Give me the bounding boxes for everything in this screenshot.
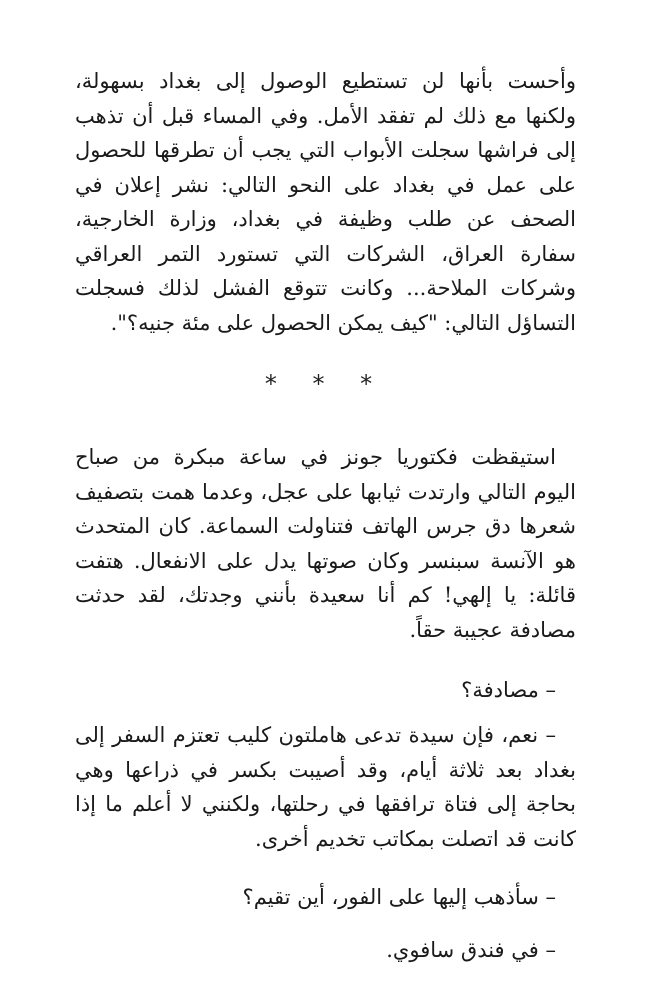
paragraph-hamilton-clipp: – نعم، فإن سيدة تدعى هاملتون كليب تعتزم السفر إلى بغداد بعد ثلاثة أيام، وقد أصيبت بكسر في ذراعها وهي بحاجة إلى فتاة ترافقها في رحلتها، ولكنني لا أعلم ما إذا كانت قد اتصلت بمكاتب تخديم أخرى.	[75, 723, 576, 851]
section-separator: * * *	[264, 370, 387, 398]
dialogue-line-where: – سأذهب إليها على الفور، أين تقيم؟	[242, 885, 556, 909]
dialogue-line-savoy: – في فندق سافوي.	[386, 938, 556, 962]
dialogue-line-coincidence: – مصادفة؟	[461, 678, 556, 702]
paragraph-phone-call: استيقظت فكتوريا جونز في ساعة مبكرة من صباح اليوم التالي وارتدت ثيابها على عجل، وعدما همت بتصفيف شعرها دق جرس الهاتف فتناولت السماعة. كان المتحدث هو الآنسة سبنسر وكان صوتها يدل على الانفعال. هتفت قائلة: يا إلهي! كم أنا سعيدة بأنني وجدتك، لقد حدثت مصادفة عجيبة حقاً.	[75, 445, 576, 642]
paragraph-baghdad-plans: وأحست بأنها لن تستطيع الوصول إلى بغداد بسهولة، ولكنها مع ذلك لم تفقد الأمل. وفي المساء قبل أن تذهب إلى فراشها سجلت الأبواب التي يجب أن تطرقها للحصول على عمل في بغداد على النحو التالي: نشر إعلان في الصحف عن طلب وظيفة في بغداد، وزارة الخارجية، سفارة العراق، الشركات التي تستورد التمر العراقي وشركات الملاحة... وكانت تتوقع الفشل لذلك فسجلت التساؤل التالي: "كيف يمكن الحصول على مئة جنيه؟".	[75, 69, 576, 335]
